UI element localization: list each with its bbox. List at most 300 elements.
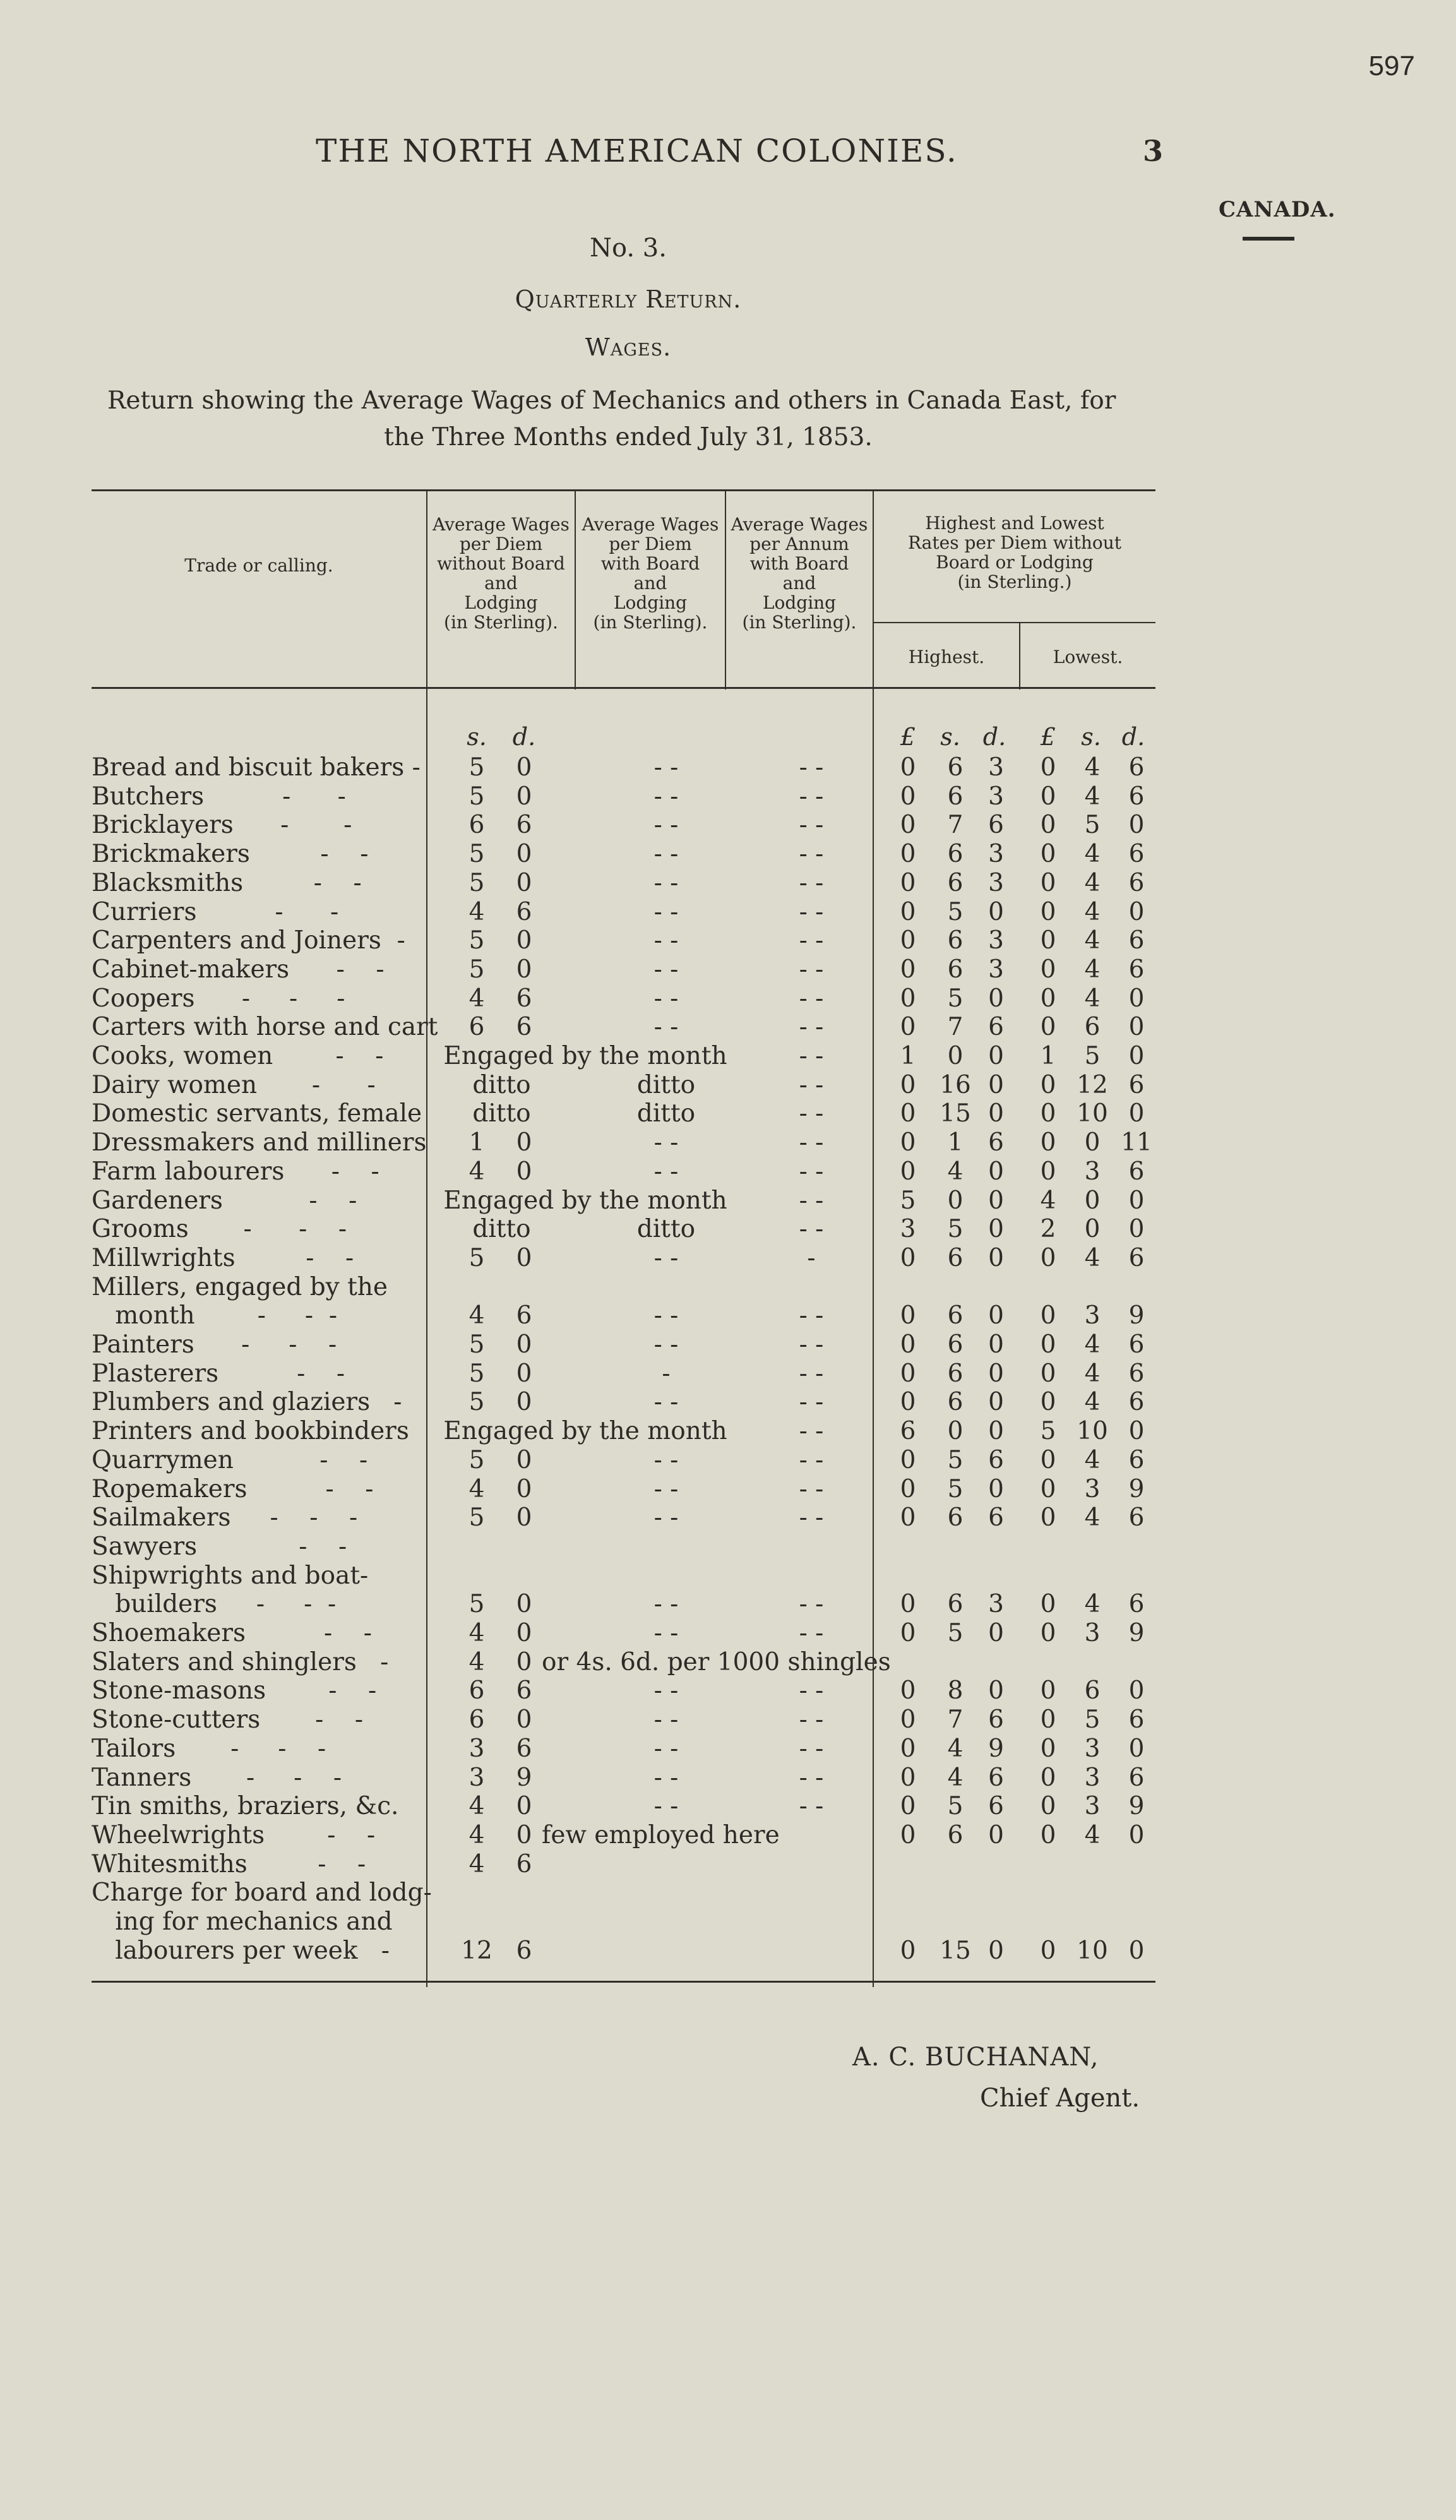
cell-hS: 6 bbox=[947, 955, 964, 984]
cell-d: 6 bbox=[516, 1849, 532, 1878]
cell-lD: 0 bbox=[1128, 1820, 1145, 1849]
cell-c2: - - bbox=[653, 1590, 679, 1619]
cell-d: 0 bbox=[516, 753, 532, 782]
cell-hD: 0 bbox=[988, 1186, 1004, 1215]
header-line: Rates per Diem without bbox=[907, 532, 1122, 553]
cell-c2: - - bbox=[653, 753, 679, 782]
cell-hS: 16 bbox=[940, 1070, 971, 1099]
header-line: (in Sterling). bbox=[593, 612, 708, 633]
cell-hS: 6 bbox=[947, 1301, 964, 1330]
unit-d: d. bbox=[512, 723, 536, 751]
cell-lS: 3 bbox=[1084, 1157, 1101, 1186]
cell-c2: - - bbox=[653, 926, 679, 955]
cell-lL: 0 bbox=[1040, 1359, 1056, 1388]
cell-hD: 6 bbox=[988, 1013, 1004, 1042]
cell-c2: - - bbox=[653, 1157, 679, 1186]
cell-lL: 0 bbox=[1040, 955, 1056, 984]
table-row bbox=[92, 869, 1165, 898]
cell-lL: 0 bbox=[1040, 1590, 1056, 1619]
cell-hD: 3 bbox=[988, 868, 1004, 897]
cell-lD: 0 bbox=[1128, 811, 1145, 840]
cell-lD: 6 bbox=[1128, 840, 1145, 869]
cell-trade: Carters with horse and cart bbox=[92, 1013, 438, 1042]
cell-hS: 15 bbox=[940, 1936, 971, 1965]
cell-hL: 0 bbox=[900, 1243, 916, 1272]
cell-trade: Carpenters and Joiners - bbox=[92, 926, 405, 955]
cell-s: 5 bbox=[468, 1330, 485, 1359]
cell-lS: 10 bbox=[1077, 1936, 1108, 1965]
cell-hS: 5 bbox=[947, 1445, 964, 1474]
header-line: and bbox=[633, 573, 667, 594]
cell-d: 0 bbox=[516, 868, 532, 897]
cell-lS: 6 bbox=[1084, 1013, 1101, 1042]
cell-c3: - - bbox=[799, 1215, 824, 1244]
cell-lL: 0 bbox=[1040, 782, 1056, 811]
cell-trade: Painters - - - bbox=[92, 1330, 337, 1359]
cell-c2: - - bbox=[653, 1705, 679, 1735]
cell-trade: Dairy women - - bbox=[92, 1070, 376, 1099]
cell-trade: Dressmakers and milliners bbox=[92, 1128, 427, 1157]
cell-lL: 0 bbox=[1040, 840, 1056, 869]
cell-trade: Plasterers - - bbox=[92, 1359, 345, 1388]
table-row bbox=[92, 1676, 1165, 1705]
cell-s: 4 bbox=[468, 1619, 485, 1647]
cell-c2: - - bbox=[653, 840, 679, 869]
table-top-rule bbox=[92, 489, 1155, 491]
header-line: per Diem bbox=[459, 534, 543, 554]
cell-d: 0 bbox=[516, 926, 532, 955]
cell-lS: 5 bbox=[1084, 1705, 1101, 1735]
return-section: Wages. bbox=[585, 333, 672, 361]
cell-hL: 0 bbox=[900, 1359, 916, 1388]
cell-s: 5 bbox=[468, 753, 485, 782]
cell-trade: Brickmakers - - bbox=[92, 840, 369, 869]
cell-c3: - - bbox=[799, 1763, 824, 1792]
cell-lS: 3 bbox=[1084, 1763, 1101, 1792]
cell-hD: 3 bbox=[988, 955, 1004, 984]
cell-hS: 6 bbox=[947, 1330, 964, 1359]
header-line: (in Sterling). bbox=[444, 612, 558, 633]
cell-c2: - - bbox=[653, 1301, 679, 1330]
cell-c2: - - bbox=[653, 1013, 679, 1042]
table-row bbox=[92, 1735, 1165, 1764]
header-line: (in Sterling.) bbox=[957, 571, 1072, 592]
table-row bbox=[92, 1186, 1165, 1215]
cell-hS: 6 bbox=[947, 1820, 964, 1849]
cell-hS: 6 bbox=[947, 782, 964, 811]
header-line: per Diem bbox=[609, 534, 692, 554]
cell-c3: - - bbox=[799, 1186, 824, 1215]
cell-lS: 4 bbox=[1084, 1330, 1101, 1359]
cell-s: 4 bbox=[468, 1849, 485, 1878]
cell-lD: 6 bbox=[1128, 1445, 1145, 1474]
cell-trade: Grooms - - - bbox=[92, 1215, 347, 1244]
cell-lD: 0 bbox=[1128, 1734, 1145, 1763]
cell-d: 0 bbox=[516, 1820, 532, 1849]
cell-trade: month - - - bbox=[92, 1301, 338, 1330]
cell-lS: 0 bbox=[1084, 1215, 1101, 1244]
cell-hL: 0 bbox=[900, 1676, 916, 1705]
cell-lL: 0 bbox=[1040, 1792, 1056, 1821]
cell-hL: 0 bbox=[900, 1301, 916, 1330]
table-bottom-rule bbox=[92, 1981, 1155, 1983]
cell-hD: 0 bbox=[988, 1619, 1004, 1647]
cell-c2: - - bbox=[653, 955, 679, 984]
cell-lS: 3 bbox=[1084, 1734, 1101, 1763]
header-lowest: Lowest. bbox=[1053, 647, 1123, 667]
return-number: No. 3. bbox=[590, 234, 667, 263]
table-row bbox=[92, 1850, 1165, 1879]
table-row bbox=[92, 1764, 1165, 1793]
cell-hS: 5 bbox=[947, 1792, 964, 1821]
cell-lD: 6 bbox=[1128, 782, 1145, 811]
table-row bbox=[92, 1301, 1165, 1330]
cell-lS: 4 bbox=[1084, 984, 1101, 1013]
cell-d: 0 bbox=[516, 1619, 532, 1647]
unit-s: s. bbox=[940, 723, 960, 751]
cell-lS: 10 bbox=[1077, 1417, 1108, 1446]
cell-hS: 6 bbox=[947, 1388, 964, 1417]
cell-hD: 3 bbox=[988, 840, 1004, 869]
cell-trade: Bricklayers - - bbox=[92, 811, 352, 840]
header-line: and bbox=[484, 573, 518, 594]
header-line: per Annum bbox=[749, 534, 849, 554]
cell-c3: - - bbox=[799, 1013, 824, 1042]
cell-lS: 4 bbox=[1084, 1503, 1101, 1532]
cell-lS: 4 bbox=[1084, 753, 1101, 782]
cell-lL: 0 bbox=[1040, 1936, 1056, 1965]
cell-span: Engaged by the month bbox=[443, 1417, 727, 1446]
cell-c2: - - bbox=[653, 1243, 679, 1272]
cell-lS: 4 bbox=[1084, 897, 1101, 926]
cell-d: 6 bbox=[516, 984, 532, 1013]
cell-hL: 0 bbox=[900, 1503, 916, 1532]
cell-lD: 6 bbox=[1128, 1763, 1145, 1792]
cell-s: 1 bbox=[468, 1128, 485, 1157]
cell-hD: 0 bbox=[988, 1157, 1004, 1186]
cell-lL: 0 bbox=[1040, 1388, 1056, 1417]
cell-s: 5 bbox=[468, 1243, 485, 1272]
cell-d: 0 bbox=[516, 1359, 532, 1388]
header-line: Average Wages bbox=[731, 514, 868, 535]
cell-d: 0 bbox=[516, 1128, 532, 1157]
cell-hL: 0 bbox=[900, 1128, 916, 1157]
cell-trade: Plumbers and glaziers - bbox=[92, 1388, 402, 1417]
table-row bbox=[92, 1532, 1165, 1562]
cell-lL: 0 bbox=[1040, 753, 1056, 782]
cell-lS: 4 bbox=[1084, 840, 1101, 869]
intro-line-1: Return showing the Average Wages of Mechanics and others in Canada East, for bbox=[107, 386, 1116, 415]
cell-s: 4 bbox=[468, 897, 485, 926]
cell-s: 5 bbox=[468, 1388, 485, 1417]
cell-c2: ditto bbox=[636, 1070, 696, 1099]
cell-lD: 0 bbox=[1128, 1013, 1145, 1042]
cell-hL: 0 bbox=[900, 1099, 916, 1128]
cell-trade: Gardeners - - bbox=[92, 1186, 357, 1215]
cell-trade: Stone-masons - - bbox=[92, 1676, 377, 1705]
cell-c3: - - bbox=[799, 840, 824, 869]
table-row bbox=[92, 782, 1165, 811]
cell-hD: 0 bbox=[988, 1359, 1004, 1388]
cell-s: 4 bbox=[468, 984, 485, 1013]
cell-trade: Stone-cutters - - bbox=[92, 1705, 364, 1735]
cell-d: 0 bbox=[516, 1503, 532, 1532]
table-row bbox=[92, 1071, 1165, 1100]
unit-d: d. bbox=[1121, 723, 1145, 751]
cell-lD: 0 bbox=[1128, 1417, 1145, 1446]
cell-lL: 5 bbox=[1040, 1417, 1056, 1446]
cell-c2: - - bbox=[653, 1676, 679, 1705]
cell-lL: 0 bbox=[1040, 1099, 1056, 1128]
table-row bbox=[92, 1013, 1165, 1042]
cell-s: 6 bbox=[468, 1705, 485, 1735]
cell-d: 6 bbox=[516, 1936, 532, 1965]
cell-d: 6 bbox=[516, 1676, 532, 1705]
cell-trade: Cooks, women - - bbox=[92, 1042, 384, 1070]
header-sub-rule bbox=[874, 622, 1155, 623]
cell-c3: - - bbox=[799, 1301, 824, 1330]
cell-lS: 0 bbox=[1084, 1186, 1101, 1215]
header-trade: Trade or calling. bbox=[184, 555, 333, 576]
cell-lD: 6 bbox=[1128, 1330, 1145, 1359]
cell-lL: 1 bbox=[1040, 1042, 1056, 1070]
table-row bbox=[92, 753, 1165, 782]
cell-lS: 4 bbox=[1084, 1590, 1101, 1619]
cell-lD: 9 bbox=[1128, 1301, 1145, 1330]
cell-hL: 0 bbox=[900, 1070, 916, 1099]
cell-s: 5 bbox=[468, 1503, 485, 1532]
cell-hS: 0 bbox=[947, 1042, 964, 1070]
cell-lS: 4 bbox=[1084, 926, 1101, 955]
table-row bbox=[92, 1792, 1165, 1821]
cell-hS: 4 bbox=[947, 1734, 964, 1763]
cell-trade: Millers, engaged by the bbox=[92, 1272, 388, 1301]
cell-c2: - - bbox=[653, 1792, 679, 1821]
cell-lL: 2 bbox=[1040, 1215, 1056, 1244]
table-row bbox=[92, 1562, 1165, 1591]
cell-s: 4 bbox=[468, 1792, 485, 1821]
cell-lL: 0 bbox=[1040, 811, 1056, 840]
cell-lL: 0 bbox=[1040, 868, 1056, 897]
cell-lS: 5 bbox=[1084, 811, 1101, 840]
cell-hD: 0 bbox=[988, 1042, 1004, 1070]
cell-c3: - - bbox=[799, 1330, 824, 1359]
table-row bbox=[92, 840, 1165, 869]
cell-lS: 3 bbox=[1084, 1792, 1101, 1821]
cell-hD: 6 bbox=[988, 1503, 1004, 1532]
cell-lS: 3 bbox=[1084, 1301, 1101, 1330]
cell-c3: - - bbox=[799, 753, 824, 782]
cell-s: 12 bbox=[461, 1936, 492, 1965]
cell-hS: 6 bbox=[947, 1503, 964, 1532]
cell-hL: 0 bbox=[900, 868, 916, 897]
cell-trade: Bread and biscuit bakers - bbox=[92, 753, 421, 782]
cell-c3: - - bbox=[799, 984, 824, 1013]
cell-hL: 0 bbox=[900, 926, 916, 955]
table-row bbox=[92, 1878, 1165, 1908]
cell-s: 5 bbox=[468, 926, 485, 955]
cell-lL: 0 bbox=[1040, 1301, 1056, 1330]
header-bottom-rule bbox=[92, 687, 1155, 689]
cell-lL: 0 bbox=[1040, 1763, 1056, 1792]
cell-lS: 4 bbox=[1084, 1820, 1101, 1849]
cell-hD: 0 bbox=[988, 1099, 1004, 1128]
cell-s: 5 bbox=[468, 1445, 485, 1474]
table-row bbox=[92, 1244, 1165, 1273]
cell-c3: - - bbox=[799, 1359, 824, 1388]
header-line: Lodging bbox=[613, 592, 688, 613]
cell-c3: - - bbox=[799, 868, 824, 897]
cell-trade: Butchers - - bbox=[92, 782, 346, 811]
cell-lD: 6 bbox=[1128, 753, 1145, 782]
cell-lS: 6 bbox=[1084, 1676, 1101, 1705]
table-row bbox=[92, 1619, 1165, 1648]
cell-lL: 0 bbox=[1040, 1503, 1056, 1532]
cell-trade: Domestic servants, female bbox=[92, 1099, 422, 1128]
cell-hD: 3 bbox=[988, 753, 1004, 782]
cell-trade: Shoemakers - - bbox=[92, 1619, 372, 1647]
cell-lL: 0 bbox=[1040, 984, 1056, 1013]
cell-d: 0 bbox=[516, 1157, 532, 1186]
cell-trade: Slaters and shinglers - bbox=[92, 1647, 389, 1676]
cell-hS: 6 bbox=[947, 1590, 964, 1619]
cell-c3: - - bbox=[799, 782, 824, 811]
cell-lD: 6 bbox=[1128, 1359, 1145, 1388]
cell-hS: 5 bbox=[947, 1619, 964, 1647]
cell-c1: ditto bbox=[472, 1215, 531, 1244]
cell-d: 0 bbox=[516, 1388, 532, 1417]
cell-c2: - - bbox=[653, 1128, 679, 1157]
cell-trade: Whitesmiths - - bbox=[92, 1849, 366, 1878]
table-row bbox=[92, 1099, 1165, 1128]
cell-lL: 0 bbox=[1040, 897, 1056, 926]
cell-d: 0 bbox=[516, 1647, 532, 1676]
cell-trade: Millwrights - - bbox=[92, 1243, 354, 1272]
cell-lS: 4 bbox=[1084, 1359, 1101, 1388]
cell-hL: 0 bbox=[900, 1763, 916, 1792]
cell-lD: 0 bbox=[1128, 1676, 1145, 1705]
cell-hD: 6 bbox=[988, 1128, 1004, 1157]
cell-hL: 0 bbox=[900, 1157, 916, 1186]
cell-hL: 0 bbox=[900, 1013, 916, 1042]
cell-s: 6 bbox=[468, 1676, 485, 1705]
cell-note: or 4s. 6d. per 1000 shingles bbox=[542, 1647, 891, 1676]
cell-hD: 6 bbox=[988, 1792, 1004, 1821]
header-line: Average Wages bbox=[582, 514, 719, 535]
cell-hS: 6 bbox=[947, 868, 964, 897]
cell-s: 5 bbox=[468, 1359, 485, 1388]
cell-c2: - - bbox=[653, 1734, 679, 1763]
cell-s: 5 bbox=[468, 782, 485, 811]
cell-lD: 6 bbox=[1128, 926, 1145, 955]
cell-hL: 0 bbox=[900, 1619, 916, 1647]
cell-c3: - - bbox=[799, 1388, 824, 1417]
cell-trade: Wheelwrights - - bbox=[92, 1820, 376, 1849]
cell-lS: 4 bbox=[1084, 1445, 1101, 1474]
cell-hD: 0 bbox=[988, 1676, 1004, 1705]
unit-pound: £ bbox=[900, 723, 916, 751]
cell-s: 5 bbox=[468, 955, 485, 984]
cell-lD: 6 bbox=[1128, 1590, 1145, 1619]
cell-lL: 0 bbox=[1040, 1734, 1056, 1763]
cell-hL: 0 bbox=[900, 753, 916, 782]
cell-lL: 0 bbox=[1040, 1445, 1056, 1474]
cell-trade: labourers per week - bbox=[92, 1936, 390, 1965]
cell-lL: 0 bbox=[1040, 1474, 1056, 1503]
cell-c2: - - bbox=[653, 1763, 679, 1792]
cell-trade: Printers and bookbinders bbox=[92, 1417, 409, 1446]
header-col1 bbox=[427, 515, 575, 632]
cell-hL: 0 bbox=[900, 1734, 916, 1763]
cell-lD: 11 bbox=[1121, 1128, 1152, 1157]
cell-hS: 6 bbox=[947, 926, 964, 955]
cell-hS: 6 bbox=[947, 840, 964, 869]
cell-lS: 4 bbox=[1084, 1388, 1101, 1417]
cell-trade: Tailors - - - bbox=[92, 1734, 326, 1763]
cell-lD: 0 bbox=[1128, 1186, 1145, 1215]
cell-lS: 10 bbox=[1077, 1099, 1108, 1128]
cell-c3: - - bbox=[799, 955, 824, 984]
cell-hS: 6 bbox=[947, 1359, 964, 1388]
header-line: with Board bbox=[749, 553, 849, 574]
cell-hL: 0 bbox=[900, 1330, 916, 1359]
table-row bbox=[92, 1128, 1165, 1157]
cell-c2: - - bbox=[653, 1503, 679, 1532]
cell-hS: 6 bbox=[947, 753, 964, 782]
cell-d: 6 bbox=[516, 811, 532, 840]
cell-hS: 15 bbox=[940, 1099, 971, 1128]
page-number: 597 bbox=[1368, 51, 1415, 81]
cell-c2: - - bbox=[653, 868, 679, 897]
cell-d: 0 bbox=[516, 1590, 532, 1619]
cell-hS: 7 bbox=[947, 1705, 964, 1735]
cell-lS: 3 bbox=[1084, 1619, 1101, 1647]
cell-s: 4 bbox=[468, 1474, 485, 1503]
cell-hD: 0 bbox=[988, 1330, 1004, 1359]
cell-d: 6 bbox=[516, 897, 532, 926]
cell-hD: 0 bbox=[988, 1388, 1004, 1417]
cell-c3: - - bbox=[799, 1503, 824, 1532]
cell-hD: 0 bbox=[988, 1301, 1004, 1330]
cell-c2: - - bbox=[653, 897, 679, 926]
cell-lS: 12 bbox=[1077, 1070, 1108, 1099]
cell-lS: 3 bbox=[1084, 1474, 1101, 1503]
cell-lD: 0 bbox=[1128, 1042, 1145, 1070]
cell-c3: - bbox=[807, 1243, 816, 1272]
cell-hS: 4 bbox=[947, 1763, 964, 1792]
table-row bbox=[92, 1590, 1165, 1619]
cell-c2: - - bbox=[653, 811, 679, 840]
cell-lL: 0 bbox=[1040, 1243, 1056, 1272]
cell-hD: 0 bbox=[988, 1474, 1004, 1503]
cell-c3: - - bbox=[799, 1417, 824, 1446]
intro-line-2: the Three Months ended July 31, 1853. bbox=[384, 423, 873, 451]
cell-c2: - - bbox=[653, 1445, 679, 1474]
cell-hL: 1 bbox=[900, 1042, 916, 1070]
cell-hS: 7 bbox=[947, 1013, 964, 1042]
cell-c3: - - bbox=[799, 811, 824, 840]
table-row bbox=[92, 1821, 1165, 1850]
header-line: Average Wages bbox=[433, 514, 570, 535]
cell-hD: 9 bbox=[988, 1734, 1004, 1763]
cell-hD: 0 bbox=[988, 1070, 1004, 1099]
cell-lL: 0 bbox=[1040, 1157, 1056, 1186]
unit-d: d. bbox=[982, 723, 1006, 751]
cell-hD: 0 bbox=[988, 1820, 1004, 1849]
cell-lD: 6 bbox=[1128, 1070, 1145, 1099]
table-row bbox=[92, 1648, 1165, 1677]
cell-trade: Shipwrights and boat- bbox=[92, 1561, 369, 1590]
